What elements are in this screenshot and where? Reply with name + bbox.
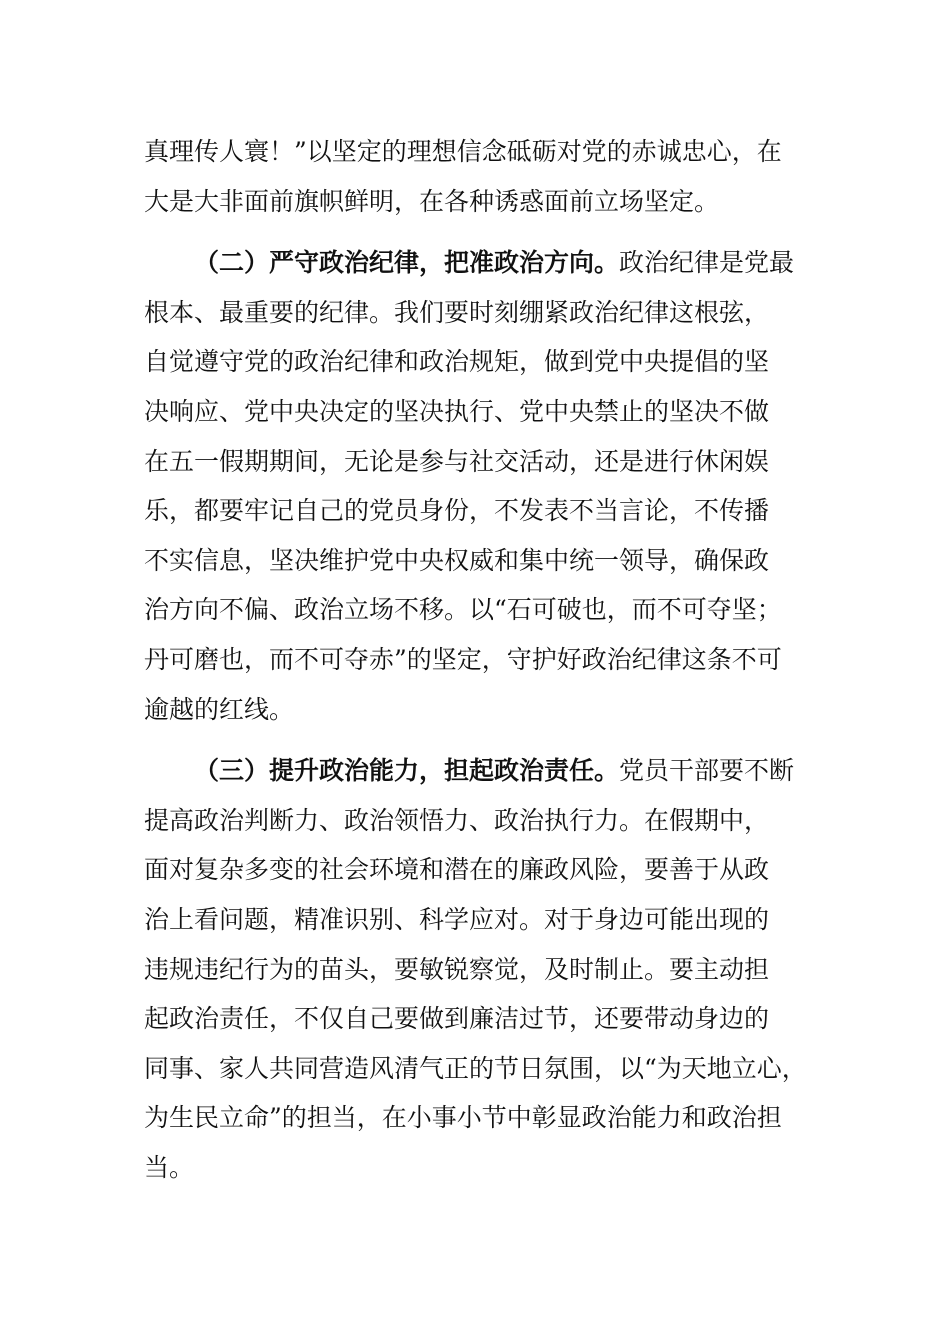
text-line: 当。 — [144, 1152, 195, 1182]
text-line: 丹可磨也，而不可夺赤”的坚定，守护好政治纪律这条不可 — [144, 644, 782, 674]
text-run: 政治纪律是党最 — [619, 248, 795, 278]
text-line: 治方向不偏、政治立场不移。以“石可破也，而不可夺坚； — [144, 595, 782, 625]
text-line: 根本、最重要的纪律。我们要时刻绷紧政治纪律这根弦， — [144, 297, 770, 327]
text-line: 大是大非面前旗帜鲜明，在各种诱惑面前立场坚定。 — [144, 186, 720, 216]
section-heading-2: （二）严守政治纪律，把准政治方向。 — [194, 248, 620, 278]
text-line: 乐，都要牢记自己的党员身份，不发表不当言论，不传播 — [144, 496, 770, 526]
text-line: 逾越的红线。 — [144, 694, 295, 724]
paragraph-1 — [144, 127, 834, 226]
text-line: 真理传人寰！”以坚定的理想信念砥砺对党的赤诚忠心，在 — [144, 137, 782, 166]
text-line: 不实信息，坚决维护党中央权威和集中统一领导，确保政 — [144, 545, 770, 575]
paragraph-2-first-line — [144, 238, 834, 288]
text-run: 党员干部要不断 — [619, 756, 795, 786]
text-line: 治上看问题，精准识别、科学应对。对于身边可能出现的 — [144, 904, 770, 934]
section-heading-3: （三）提升政治能力，担起政治责任。 — [194, 756, 620, 786]
text-line: 面对复杂多变的社会环境和潜在的廉政风险，要善于从政 — [144, 855, 770, 885]
paragraph-3-first-line — [144, 746, 834, 796]
paragraph-2 — [144, 238, 834, 734]
text-line: 自觉遵守党的政治纪律和政治规矩，做到党中央提倡的坚 — [144, 347, 770, 377]
text-line: 决响应、党中央决定的坚决执行、党中央禁止的坚决不做 — [144, 396, 770, 426]
document-body — [144, 127, 834, 1192]
text-line: 在五一假期期间，无论是参与社交活动，还是进行休闲娱 — [144, 446, 770, 476]
text-line: 违规违纪行为的苗头，要敏锐察觉，及时制止。要主动担 — [144, 954, 770, 984]
text-line: 提高政治判断力、政治领悟力、政治执行力。在假期中， — [144, 805, 770, 835]
text-line: 起政治责任，不仅自己要做到廉洁过节，还要带动身边的 — [144, 1004, 770, 1034]
paragraph-3 — [144, 746, 834, 1192]
text-line: 同事、家人共同营造风清气正的节日氛围，以“为天地立心， — [144, 1053, 807, 1083]
text-line: 为生民立命”的担当，在小事小节中彰显政治能力和政治担 — [144, 1103, 782, 1133]
